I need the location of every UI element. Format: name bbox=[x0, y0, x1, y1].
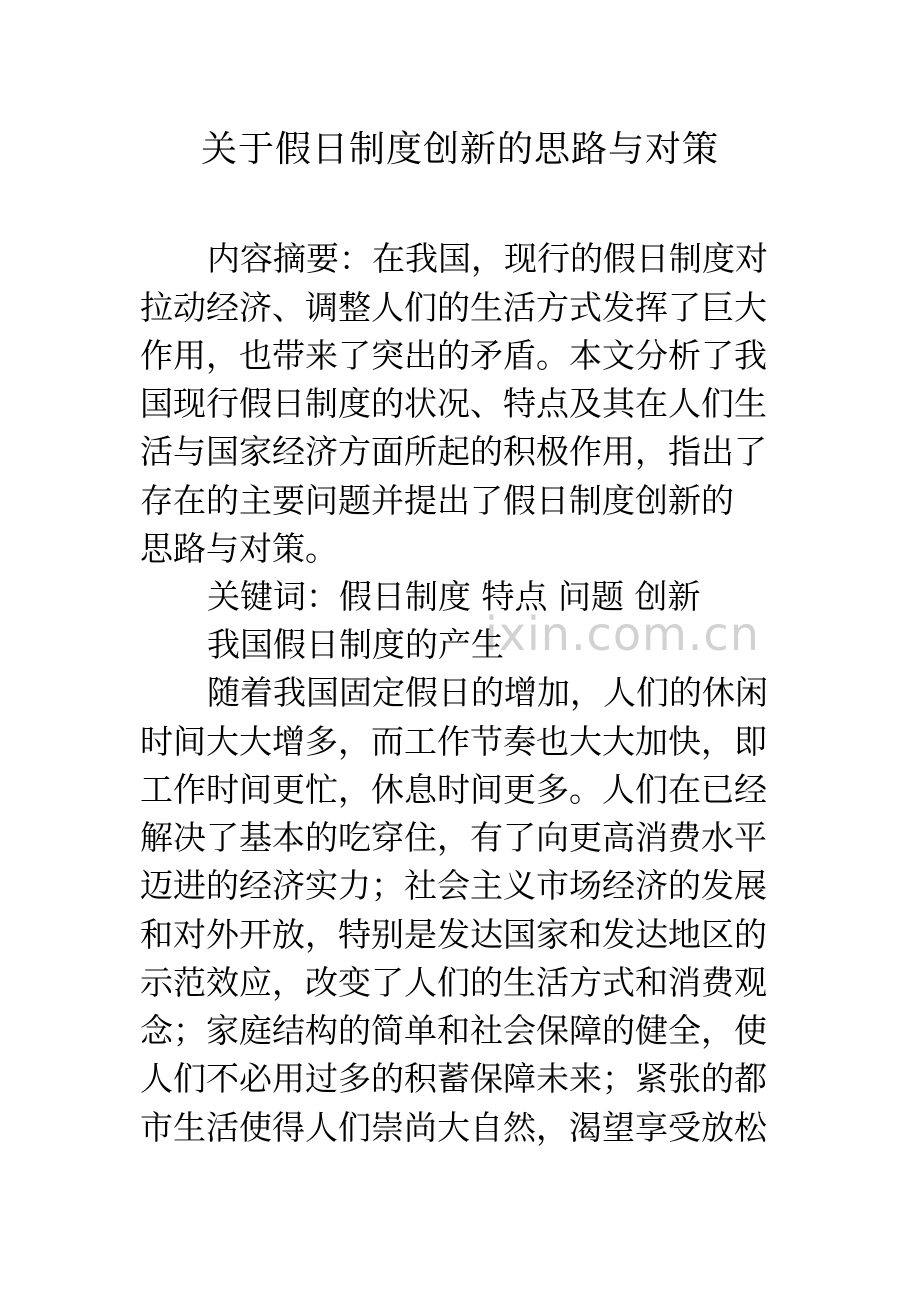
body-line: 示范效应，改变了人们的生活方式和消费观 bbox=[140, 963, 767, 1002]
keywords-line: 关键词：假日制度 特点 问题 创新 bbox=[207, 577, 701, 616]
watermark: ixin.com.cn bbox=[485, 607, 760, 661]
body-line: 解决了基本的吃穿住，有了向更高消费水平 bbox=[140, 818, 767, 857]
abstract-line: 内容摘要：在我国，现行的假日制度对 bbox=[207, 239, 768, 278]
body-line: 人们不必用过多的积蓄保障未来；紧张的都 bbox=[140, 1059, 767, 1098]
body-line: 时间大大增多，而工作节奏也大大加快，即 bbox=[140, 722, 767, 761]
body-line: 念；家庭结构的简单和社会保障的健全，使 bbox=[140, 1011, 767, 1050]
abstract-line: 存在的主要问题并提出了假日制度创新的 bbox=[140, 481, 734, 520]
abstract-line: 思路与对策。 bbox=[140, 529, 338, 568]
abstract-line: 国现行假日制度的状况、特点及其在人们生 bbox=[140, 384, 767, 423]
abstract-line: 作用，也带来了突出的矛盾。本文分析了我 bbox=[140, 336, 767, 375]
section-heading: 我国假日制度的产生 bbox=[207, 625, 504, 664]
body-line: 市生活使得人们崇尚大自然，渴望享受放松 bbox=[140, 1108, 767, 1147]
body-line: 迈进的经济实力；社会主义市场经济的发展 bbox=[140, 866, 767, 905]
abstract-line: 拉动经济、调整人们的生活方式发挥了巨大 bbox=[140, 288, 767, 327]
abstract-line: 活与国家经济方面所起的积极作用，指出了 bbox=[140, 432, 767, 471]
body-line: 和对外开放，特别是发达国家和发达地区的 bbox=[140, 915, 767, 954]
document-title: 关于假日制度创新的思路与对策 bbox=[200, 129, 719, 170]
body-line: 工作时间更忙，休息时间更多。人们在已经 bbox=[140, 770, 767, 809]
body-line: 随着我国固定假日的增加，人们的休闲 bbox=[207, 673, 768, 712]
